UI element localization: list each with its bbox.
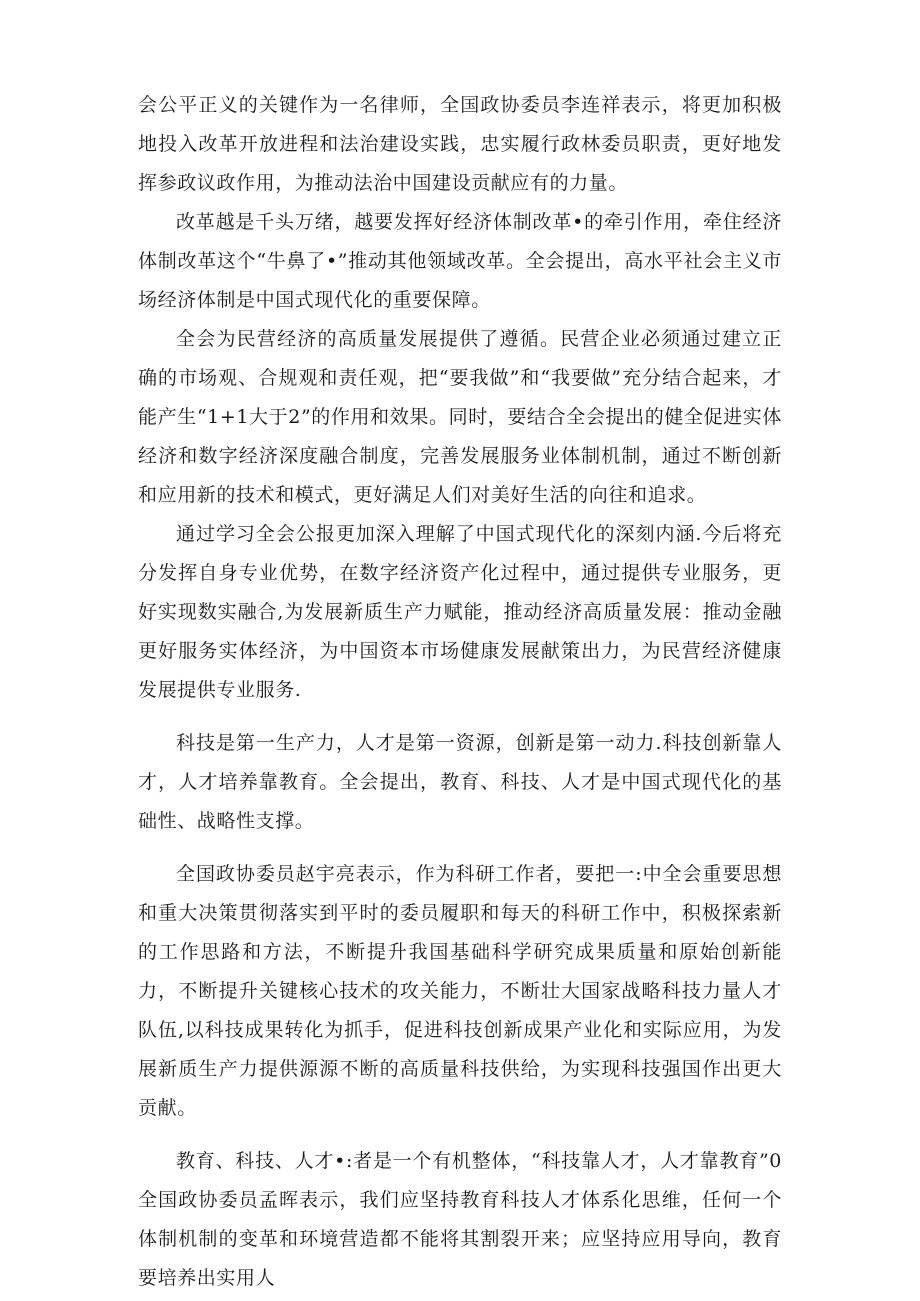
paragraph-study-communique: 通过学习全会公报更加深入理解了中国式现代化的深刻内涵.今后将充分发挥自身专业优势，在数字经济资产化过程中，通过提供专业服务，更好实现数实融合,为发展新质生产力赋能，推动经济高质量发展：推动金融更好服务实体经济，为中国资本市场健康发展献策出力，为民营经济健康发展提供专业服务. [138, 523, 782, 701]
paragraph-education-system: 教育、科技、人才•:者是一个有机整体，“科技靠人才，人才靠教育”0全国政协委员孟晖表示，我们应坚持教育科技人才体系化思维，任何一个体制机制的变革和环境营造都不能将其割裂开来；应坚持应用导向，教育要培养出实用人 [138, 1150, 782, 1289]
paragraph-economic-reform: 改革越是千头万绪，越要发挥好经济体制改革•的牵引作用，牵住经济体制改革这个“牛鼻了•”推动其他领域改革。全会提出，高水平社会主义市场经济体制是中国式现代化的重要保障。 [138, 211, 782, 311]
paragraph-researcher-statement: 全国政协委员赵宇亮表示，作为科研工作者，要把一:中全会重要思想和重大决策贯彻落实到平时的委员履职和每天的科研工作中，积极探索新的工作思路和方法，不断提升我国基础科学研究成果质量和原始创新能力，不断提升关键核心技术的攻关能力，不断壮大国家战略科技力量人才队伍,以科技成果转化为抓手，促进科技创新成果产业化和实际应用，为发展新质生产力提供源源不断的高质量科技供给，为实现科技强国作出更大贡献。 [138, 863, 782, 1119]
paragraph-private-economy: 全会为民营经济的高质量发展提供了遵循。民营企业必须通过建立正确的市场观、合规观和责任观，把“要我做”和“我要做”充分结合起来，才能产生“1+1大于2”的作用和效果。同时，要结合全会提出的健全促进实体经济和数字经济深度融合制度，完善发展服务业体制机制，通过不断创新和应用新的技术和模式，更好满足人们对美好生活的向往和追求。 [138, 328, 782, 506]
paragraph-technology-talent: 科技是第一生产力，人才是第一资源，创新是第一动力.科技创新靠人才，人才培养靠教育。全会提出，教育、科技、人才是中国式现代化的基础性、战略性支撑。 [138, 732, 782, 832]
paragraph-lawyer-statement: 会公平正义的关键作为一名律师，全国政协委员李连祥表示，将更加积极地投入改革开放进程和法治建设实践，忠实履行政林委员职责，更好地发挥参政议政作用，为推动法治中国建设贡献应有的力量。 [138, 94, 782, 194]
